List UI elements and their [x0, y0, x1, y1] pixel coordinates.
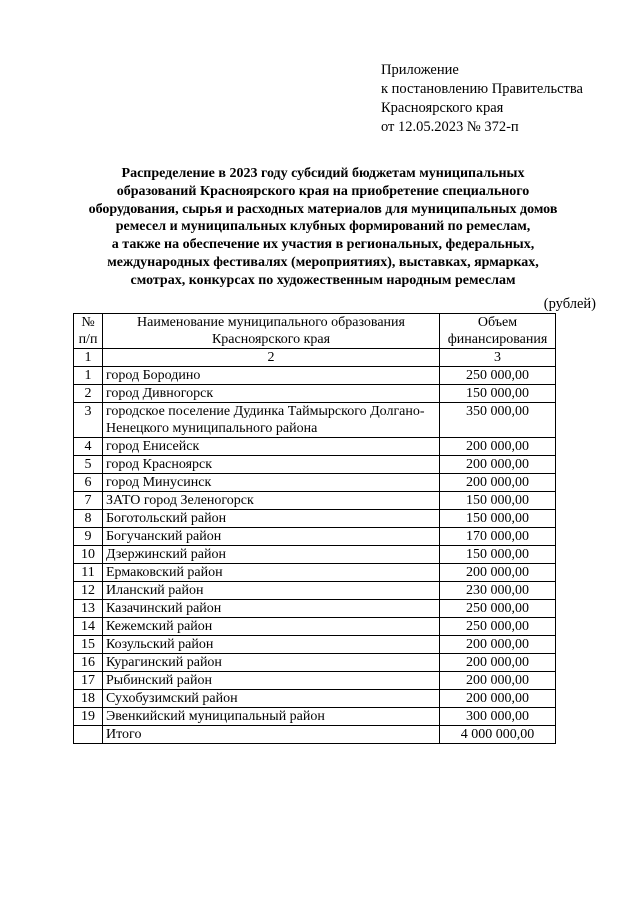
row-number: 1	[74, 367, 103, 385]
total-label: Итого	[103, 726, 440, 744]
table-row	[74, 690, 556, 708]
row-number: 18	[74, 690, 103, 708]
row-number: 17	[74, 672, 103, 690]
row-name: Иланский район	[103, 582, 440, 600]
row-amount: 150 000,00	[440, 492, 556, 510]
row-name: город Дивногорск	[103, 385, 440, 403]
row-amount: 150 000,00	[440, 510, 556, 528]
header-number: № п/п	[74, 314, 103, 349]
row-amount: 200 000,00	[440, 438, 556, 456]
row-amount: 300 000,00	[440, 708, 556, 726]
row-number: 15	[74, 636, 103, 654]
row-number: 7	[74, 492, 103, 510]
row-number: 2	[74, 385, 103, 403]
row-amount: 150 000,00	[440, 546, 556, 564]
row-amount: 250 000,00	[440, 367, 556, 385]
row-name: Козульский район	[103, 636, 440, 654]
row-name: город Красноярск	[103, 456, 440, 474]
row-amount: 250 000,00	[440, 600, 556, 618]
appendix-block	[381, 61, 583, 137]
total-row	[74, 726, 556, 744]
row-amount: 200 000,00	[440, 654, 556, 672]
row-amount: 200 000,00	[440, 690, 556, 708]
row-name: Эвенкийский муниципальный район	[103, 708, 440, 726]
row-name: Рыбинский район	[103, 672, 440, 690]
row-name: город Енисейск	[103, 438, 440, 456]
table-row	[74, 528, 556, 546]
header-name: Наименование муниципального образования Красноярского края	[103, 314, 440, 349]
table-row	[74, 474, 556, 492]
index-cell: 2	[103, 349, 440, 367]
row-name: Богучанский район	[103, 528, 440, 546]
title-line: международных фестивалях (мероприятиях), выставках, ярмарках,	[107, 254, 539, 270]
table-row	[74, 564, 556, 582]
row-number: 9	[74, 528, 103, 546]
row-number: 19	[74, 708, 103, 726]
index-cell: 3	[440, 349, 556, 367]
title-line: ремесел и муниципальных клубных формирований по ремеслам,	[115, 219, 531, 235]
table-row	[74, 385, 556, 403]
row-amount: 200 000,00	[440, 456, 556, 474]
row-number: 11	[74, 564, 103, 582]
currency-unit: (рублей)	[543, 296, 596, 312]
table-row	[74, 403, 556, 438]
row-number: 10	[74, 546, 103, 564]
column-index-row	[74, 349, 556, 367]
row-amount: 200 000,00	[440, 474, 556, 492]
row-amount: 350 000,00	[440, 403, 556, 438]
appendix-line: от 12.05.2023 № 372-п	[381, 119, 519, 135]
row-name: Дзержинский район	[103, 546, 440, 564]
row-number: 4	[74, 438, 103, 456]
total-number	[74, 726, 103, 744]
row-number: 12	[74, 582, 103, 600]
appendix-line: к постановлению Правительства	[381, 81, 583, 97]
row-name: Сухобузимский район	[103, 690, 440, 708]
row-name: город Минусинск	[103, 474, 440, 492]
row-amount: 200 000,00	[440, 564, 556, 582]
row-amount: 170 000,00	[440, 528, 556, 546]
title-line: Распределение в 2023 году субсидий бюджетам муниципальных	[121, 166, 525, 181]
row-number: 16	[74, 654, 103, 672]
row-number: 8	[74, 510, 103, 528]
appendix-line: Красноярского края	[381, 100, 504, 116]
document-title	[40, 165, 606, 290]
row-name: ЗАТО город Зеленогорск	[103, 492, 440, 510]
title-line: а также на обеспечение их участия в региональных, федеральных,	[111, 237, 535, 253]
table-header-row	[74, 314, 556, 349]
table-row	[74, 367, 556, 385]
table-row	[74, 672, 556, 690]
table-row	[74, 510, 556, 528]
row-name: Кежемский район	[103, 618, 440, 636]
table-row	[74, 546, 556, 564]
title-line: смотрах, конкурсах по художественным народным ремеслам	[130, 272, 516, 288]
table-row	[74, 618, 556, 636]
table-row	[74, 492, 556, 510]
table-row	[74, 438, 556, 456]
row-name: Курагинский район	[103, 654, 440, 672]
title-line: оборудования, сырья и расходных материалов для муниципальных домов	[88, 201, 558, 217]
row-name: Казачинский район	[103, 600, 440, 618]
row-amount: 150 000,00	[440, 385, 556, 403]
header-amount: Объем финансирования	[440, 314, 556, 349]
row-amount: 200 000,00	[440, 636, 556, 654]
subsidy-table	[73, 313, 556, 744]
table-row	[74, 636, 556, 654]
table-row	[74, 582, 556, 600]
row-name: город Бородино	[103, 367, 440, 385]
row-amount: 200 000,00	[440, 672, 556, 690]
row-number: 3	[74, 403, 103, 438]
table-row	[74, 708, 556, 726]
row-number: 13	[74, 600, 103, 618]
table-row	[74, 600, 556, 618]
row-number: 6	[74, 474, 103, 492]
table-row	[74, 456, 556, 474]
row-number: 5	[74, 456, 103, 474]
total-amount: 4 000 000,00	[440, 726, 556, 744]
appendix-line: Приложение	[381, 62, 459, 78]
table-row	[74, 654, 556, 672]
title-line: образований Красноярского края на приобретение специального	[116, 183, 530, 199]
row-amount: 230 000,00	[440, 582, 556, 600]
row-name: Ермаковский район	[103, 564, 440, 582]
index-cell: 1	[74, 349, 103, 367]
row-name: Боготольский район	[103, 510, 440, 528]
row-number: 14	[74, 618, 103, 636]
row-name: городское поселение Дудинка Таймырского Долгано-Ненецкого муниципального района	[103, 403, 440, 438]
row-amount: 250 000,00	[440, 618, 556, 636]
